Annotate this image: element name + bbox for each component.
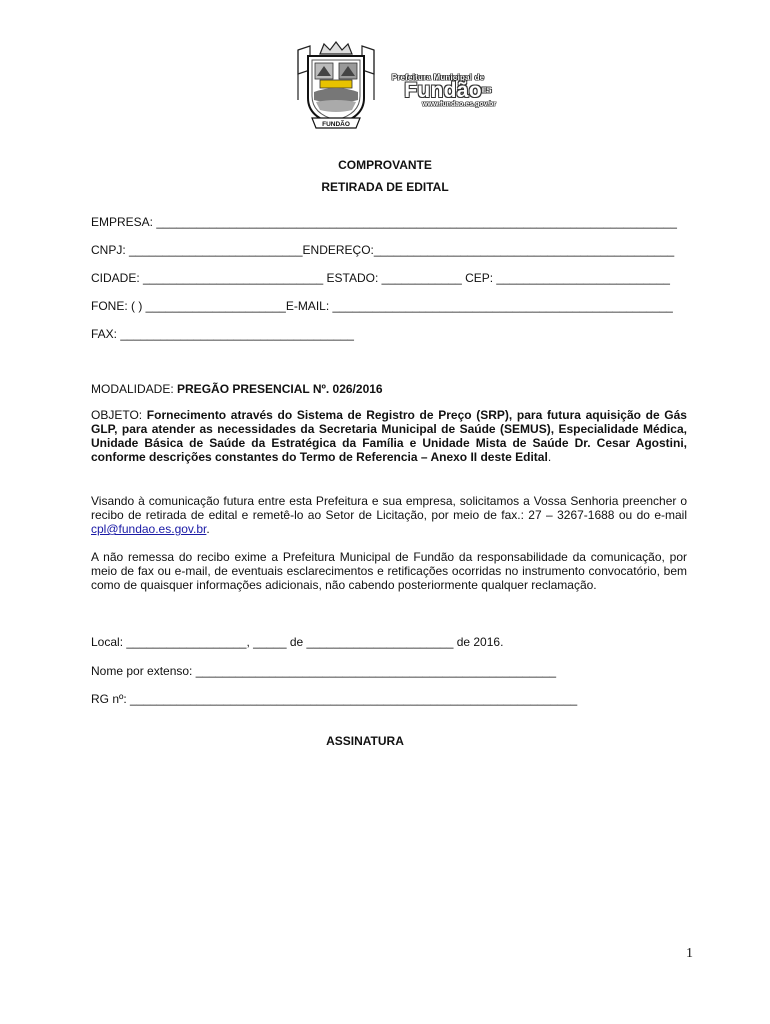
- logo-line2: [378, 81, 498, 101]
- municipal-logo: [290, 40, 500, 132]
- objeto-paragraph: [91, 408, 687, 464]
- logo-city: Fundão: [404, 79, 482, 102]
- objeto-label: OBJETO:: [91, 408, 147, 422]
- cidade-estado-cep-field: CIDADE: ___________________________ ESTADO: ____________ CEP: __________________________: [91, 271, 670, 285]
- modalidade-label: MODALIDADE:: [91, 382, 178, 396]
- document-subtitle: RETIRADA DE EDITAL: [321, 180, 449, 194]
- visando-end: .: [206, 522, 210, 536]
- coat-banner-text: FUNDÃO: [322, 121, 350, 128]
- document-title: COMPROVANTE: [338, 158, 432, 172]
- assinatura-label: ASSINATURA: [326, 734, 404, 748]
- visando-text: Visando à comunicação futura entre esta Prefeitura e sua empresa, solicitamos a Vossa Senhoria preencher o recibo de retirada de edital e remetê-lo ao Setor de Licitação, por meio de fax.: 27 – 3267-1688 ou do e-mail: [91, 494, 687, 522]
- nome-extenso-field: Nome por extenso: ______________________________________________________: [91, 664, 557, 678]
- remessa-paragraph: A não remessa do recibo exime a Prefeitura Municipal de Fundão da responsabilidade da comunicação, por meio de fax ou e-mail, de eventuais esclarecimentos e retificações ocorridas no instrumento convocatório, bem como de quaisquer informações adicionais, não cabendo posteriormente qualquer reclamação.: [91, 550, 687, 592]
- objeto-end: .: [547, 450, 552, 464]
- email-link[interactable]: cpl@fundao.es.gov.br: [91, 522, 207, 536]
- logo-text: [378, 73, 498, 108]
- local-date-field: Local: __________________, _____ de ______________________ de 2016.: [91, 635, 504, 649]
- page-number: 1: [686, 946, 693, 961]
- logo-website: www.fundao.es.gov.br: [422, 101, 496, 109]
- modalidade-paragraph: [91, 382, 687, 396]
- empresa-field: EMPRESA: ______________________________________________________________________________: [91, 215, 677, 229]
- logo-line1: Prefeitura Municipal de: [391, 73, 485, 82]
- objeto-value: Fornecimento através do Sistema de Registro de Preço (SRP), para futura aquisição de Gás GLP, para atender as necessidades da Secretaria Municipal de Saúde (SEMUS), Especialidade Médica, Unidade Básica de Saúde da Estratégica da Família e Unidade Mista de Saúde Dr. Cesar Agostini, conforme descrições constantes do Termo de Referencia – Anexo II deste Edital: [91, 408, 687, 464]
- cnpj-endereco-field: CNPJ: __________________________ENDEREÇO:_____________________________________________: [91, 243, 675, 257]
- visando-paragraph: [91, 494, 687, 536]
- fone-email-field: FONE: ( ) _____________________E-MAIL: ___________________________________________________: [91, 299, 673, 313]
- fax-field: FAX: ___________________________________: [91, 327, 354, 341]
- coat-of-arms-icon: [290, 40, 382, 132]
- modalidade-value: PREGÃO PRESENCIAL Nº. 026/2016: [177, 382, 383, 396]
- logo-state: ES: [481, 87, 492, 95]
- rg-field: RG nº: ___________________________________________________________________: [91, 692, 578, 706]
